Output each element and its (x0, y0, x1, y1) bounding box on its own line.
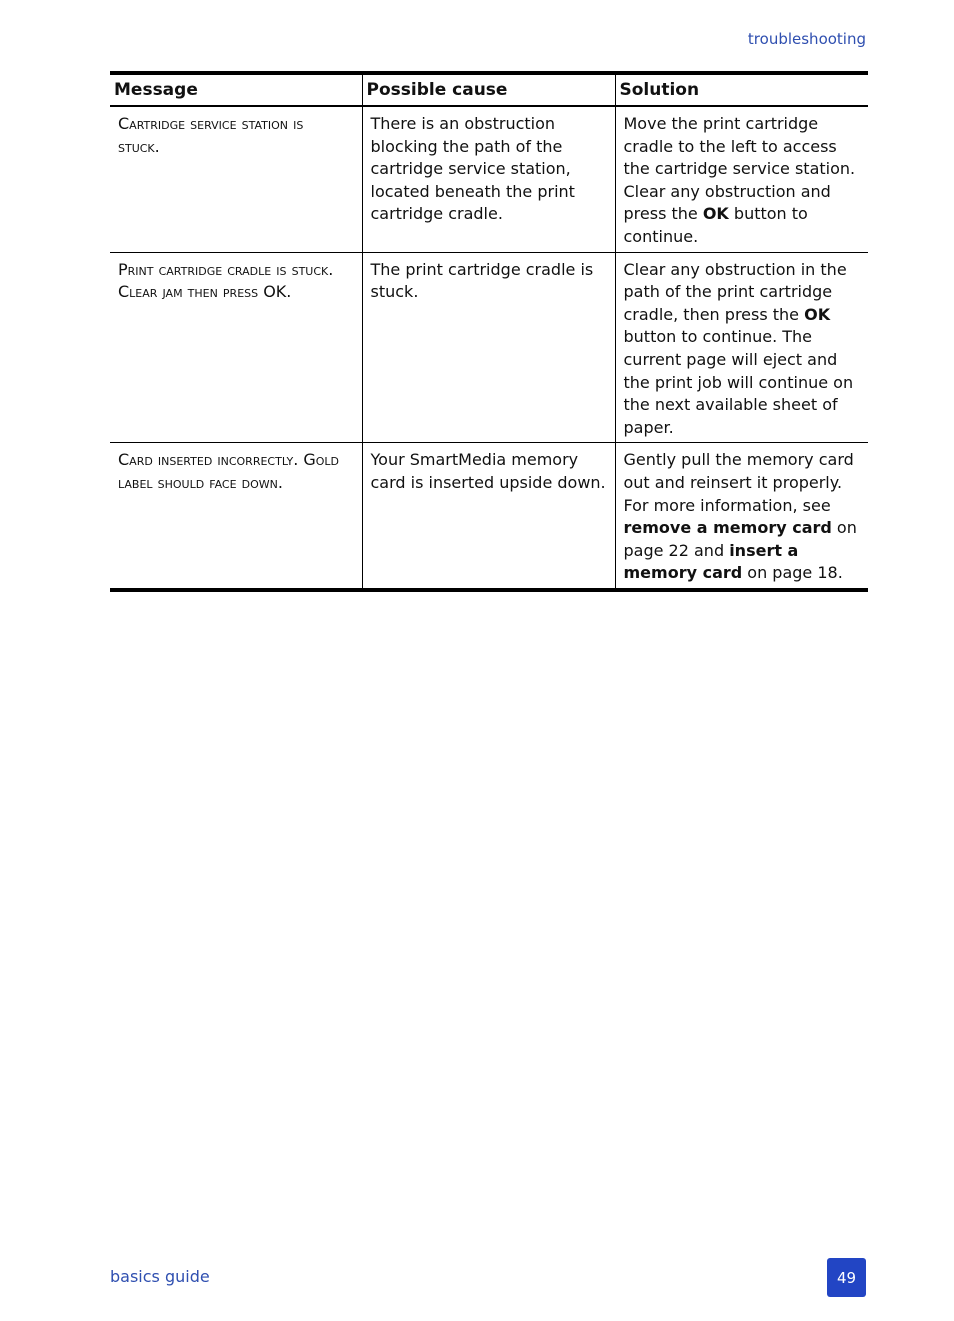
column-header-message: Message (110, 73, 362, 106)
solution-cell (615, 252, 868, 443)
column-header-solution: Solution (615, 73, 868, 106)
link-remove-memory-card: remove a memory card (623, 518, 832, 538)
cause-cell: There is an obstruction blocking the path of the cartridge service station, located beneath the print cartridge cradle. (362, 106, 615, 252)
running-header: troubleshooting (747, 30, 866, 48)
cause-cell: Your SmartMedia memory card is inserted upside down. (362, 443, 615, 591)
message-cell: Cartridge service station is stuck. (110, 106, 362, 252)
solution-cell (615, 106, 868, 252)
solution-text: Clear any obstruction in the path of the print cartridge cradle, then press the (623, 259, 847, 324)
table-header-row (110, 73, 868, 106)
solution-text: on page 18. (742, 563, 843, 583)
solution-text: Move the print cartridge cradle to the left to access the cartridge service station. Clear any obstruction and press the (623, 114, 856, 224)
column-header-cause: Possible cause (362, 73, 615, 106)
footer-guide-title: basics guide (110, 1267, 210, 1286)
solution-cell (615, 443, 868, 591)
link-insert-memory-card: insert a memory card (623, 540, 799, 583)
solution-text: on page 22 and (623, 518, 857, 560)
page-number-badge: 49 (827, 1258, 866, 1297)
table-row (110, 106, 868, 252)
solution-bold-text: OK (702, 204, 729, 224)
cause-cell: The print cartridge cradle is stuck. (362, 252, 615, 443)
solution-text: button to continue. (623, 204, 808, 246)
message-cell: Print cartridge cradle is stuck. Clear jam then press OK. (110, 252, 362, 443)
solution-text: button to continue. The current page will eject and the print job will continue on the next available sheet of paper. (623, 327, 854, 437)
troubleshooting-table (110, 71, 868, 592)
message-cell: Card inserted incorrectly. Gold label should face down. (110, 443, 362, 591)
solution-text: Gently pull the memory card out and reinsert it properly. For more information, see (623, 450, 854, 515)
solution-bold-text: OK (804, 304, 831, 324)
table-row (110, 443, 868, 591)
table-row (110, 252, 868, 443)
